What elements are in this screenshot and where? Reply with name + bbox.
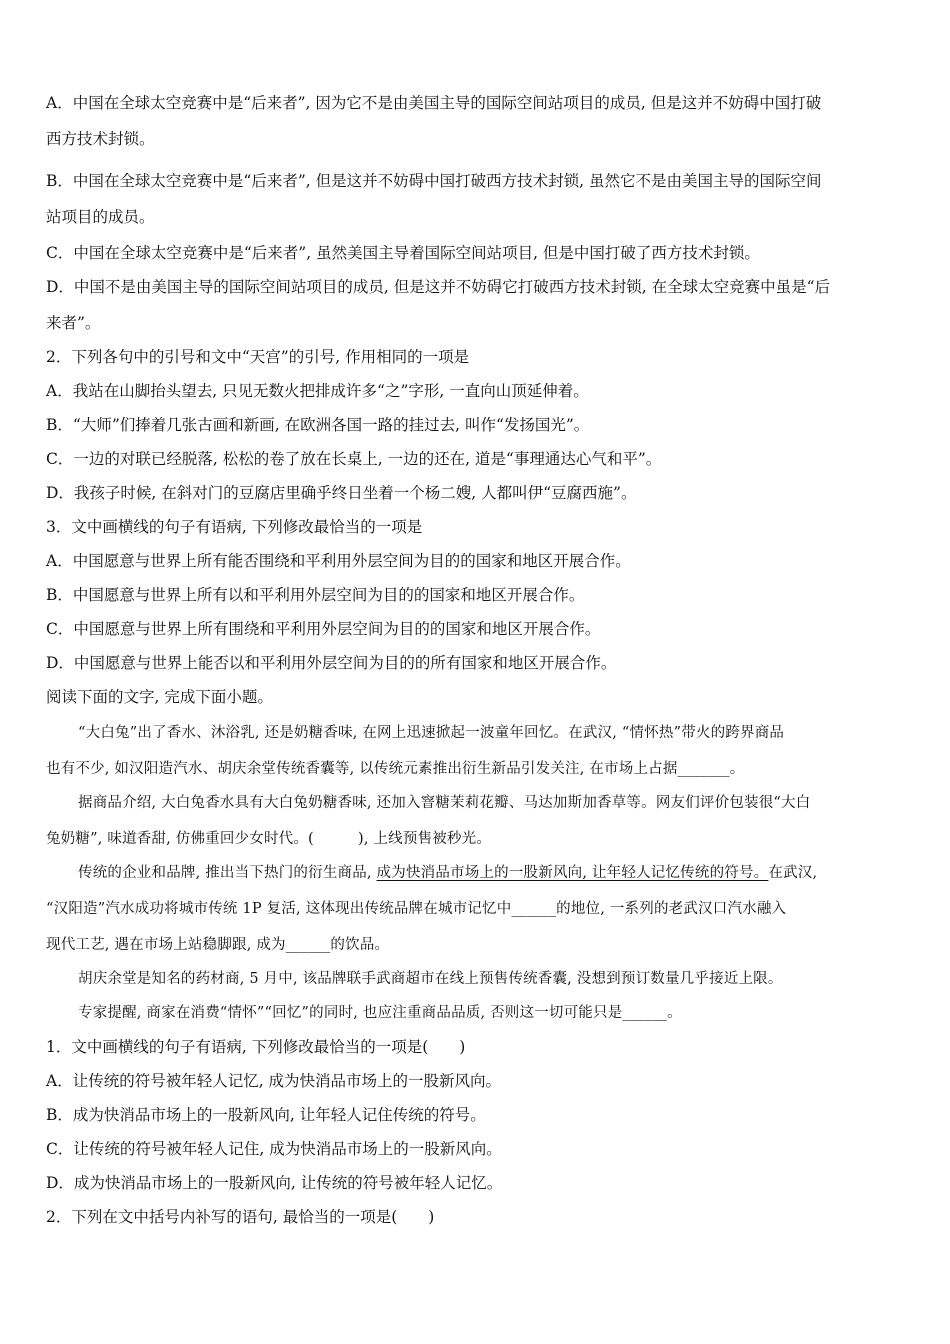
reading-instruction: 阅读下面的文字, 完成下面小题。 bbox=[46, 688, 273, 706]
sub-question-2-stem: 2．下列在文中括号内补写的语句, 最恰当的一项是( ) bbox=[46, 1208, 435, 1226]
passage-p3-line-2: “汉阳造”汽水成功将城市传统 1P 复活, 这体现出传统品牌在城市记忆中______的地位, 一系列的老武汉口汽水融入 bbox=[46, 901, 787, 917]
question-2-stem: 2．下列各句中的引号和文中“天宫”的引号, 作用相同的一项是 bbox=[46, 348, 470, 366]
underlined-sentence: 成为快消品市场上的一股新风向, 让年轻人记忆传统的符号。 bbox=[376, 865, 769, 881]
passage-p1-line-1: “大白兔”出了香水、沐浴乳, 还是奶糖香味, 在网上迅速掀起一波童年回忆。在武汉, “情怀热”带火的跨界商品 bbox=[78, 725, 785, 741]
sub-q1-option-c: C．让传统的符号被年轻人记住, 成为快消品市场上的一股新风向。 bbox=[46, 1140, 502, 1158]
q2-option-a: A．我站在山脚抬头望去, 只见无数火把排成许多“之”字形, 一直向山顶延伸着。 bbox=[46, 382, 589, 400]
option-d-line-2: 来者”。 bbox=[46, 314, 101, 332]
q3-option-b: B．中国愿意与世界上所有以和平利用外层空间为目的的国家和地区开展合作。 bbox=[46, 586, 585, 604]
passage-p5: 专家提醒, 商家在消费“情怀”“回忆”的同时, 也应注重商品品质, 否则这一切可能只是______。 bbox=[78, 1005, 682, 1021]
q2-option-b: B．“大师”们捧着几张古画和新画, 在欧洲各国一路的挂过去, 叫作“发扬国光”。 bbox=[46, 416, 590, 434]
passage-p1-line-2: 也有不少, 如汉阳造汽水、胡庆余堂传统香囊等, 以传统元素推出衍生新品引发关注, 在市场上占据_______。 bbox=[46, 761, 745, 777]
q2-option-d: D．我孩子时候, 在斜对门的豆腐店里确乎终日坐着一个杨二嫂, 人都叫伊“豆腐西施”。 bbox=[46, 484, 637, 502]
option-a-line-1: A．中国在全球太空竞赛中是“后来者”, 因为它不是由美国主导的国际空间站项目的成员, 但是这并不妨碍中国打破 bbox=[46, 94, 822, 112]
sub-q1-option-b: B．成为快消品市场上的一股新风向, 让年轻人记住传统的符号。 bbox=[46, 1106, 486, 1124]
option-d-line-1: D．中国不是由美国主导的国际空间站项目的成员, 但是这并不妨碍它打破西方技术封锁, 在全球太空竞赛中虽是“后 bbox=[46, 278, 831, 296]
option-a-line-2: 西方技术封锁。 bbox=[46, 130, 155, 148]
passage-p2-line-1: 据商品介绍, 大白兔香水具有大白兔奶糖香味, 还加入窨糖茉莉花瓣、马达加斯加香草等。网友们评价包装很“大白 bbox=[78, 795, 811, 811]
passage-p3-post: 在武汉, bbox=[768, 865, 818, 881]
passage-p3-line-3: 现代工艺, 遇在市场上站稳脚跟, 成为______的饮品。 bbox=[46, 937, 390, 953]
q3-option-d: D．中国愿意与世界上能否以和平利用外层空间为目的的所有国家和地区开展合作。 bbox=[46, 654, 617, 672]
passage-p3-line-1 bbox=[78, 862, 817, 884]
q2-option-c: C．一边的对联已经脱落, 松松的卷了放在长桌上, 一边的还在, 道是“事理通达心气和平”。 bbox=[46, 450, 662, 468]
q3-option-a: A．中国愿意与世界上所有能否围绕和平利用外层空间为目的的国家和地区开展合作。 bbox=[46, 552, 631, 570]
option-b-line-2: 站项目的成员。 bbox=[46, 208, 155, 226]
option-c-line: C．中国在全球太空竞赛中是“后来者”, 虽然美国主导着国际空间站项目, 但是中国打破了西方技术封锁。 bbox=[46, 244, 760, 262]
sub-question-1-stem: 1．文中画横线的句子有语病, 下列修改最恰当的一项是( ) bbox=[46, 1038, 466, 1056]
passage-p4: 胡庆余堂是知名的药材商, 5 月中, 该品牌联手武商超市在线上预售传统香囊, 没想到预订数量几乎接近上限。 bbox=[78, 971, 783, 987]
sub-q1-option-d: D．成为快消品市场上的一股新风向, 让传统的符号被年轻人记忆。 bbox=[46, 1174, 503, 1192]
question-3-stem: 3．文中画横线的句子有语病, 下列修改最恰当的一项是 bbox=[46, 518, 423, 536]
passage-p2-line-2: 兔奶糖”, 味道香甜, 仿佛重回少女时代。( ), 上线预售被秒光。 bbox=[46, 831, 492, 847]
q3-option-c: C．中国愿意与世界上所有围绕和平利用外层空间为目的的国家和地区开展合作。 bbox=[46, 620, 601, 638]
passage-p3-pre: 传统的企业和品牌, 推出当下热门的衍生商品, bbox=[78, 865, 377, 881]
option-b-line-1: B．中国在全球太空竞赛中是“后来者”, 但是这并不妨碍中国打破西方技术封锁, 虽然它不是由美国主导的国际空间 bbox=[46, 172, 822, 190]
sub-q1-option-a: A．让传统的符号被年轻人记忆, 成为快消品市场上的一股新风向。 bbox=[46, 1072, 502, 1090]
